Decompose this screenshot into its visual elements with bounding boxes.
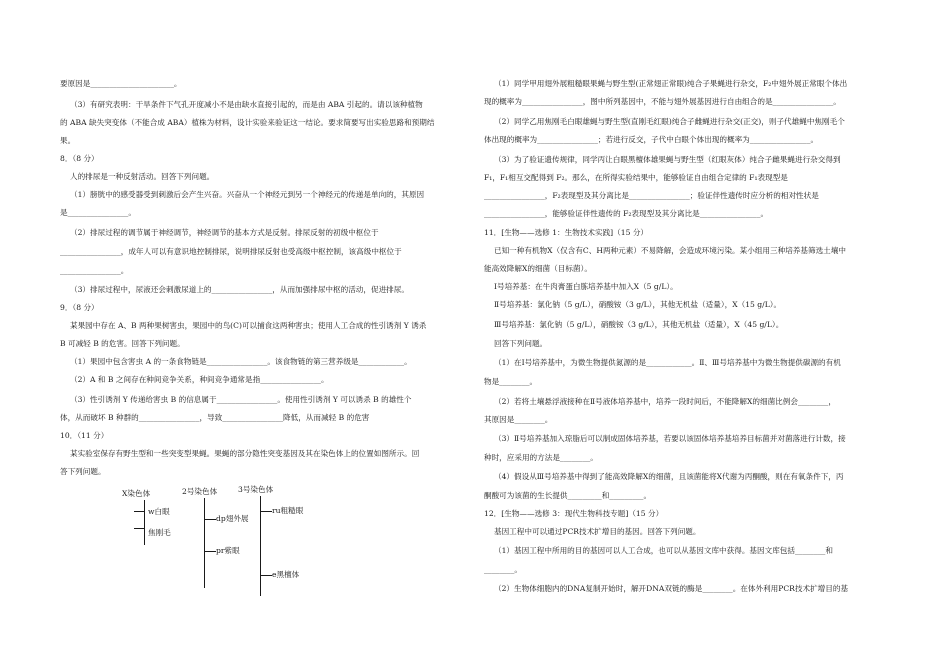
chromosome-2-line [204,498,205,588]
q7-2-answer-line: 要原因是______________________。 [60,79,182,88]
q11-intro-line-1: 已知一种有机物X（仅含有C、H两种元素）不易降解，会造成环境污染。某小组用三种培养基筛选土壤中 [494,246,846,255]
q11-4-line-1: （4）假设从Ⅲ号培养基中得到了能高效降解X的细菌，且该菌能将X代谢为丙酮酸，则在有氧条件下，丙 [494,472,844,481]
q8-1-line-1: （1）膀胱中的感受器受到刺激后会产生兴奋。兴奋从一个神经元到另一个神经元的传递是单向的，其原因 [70,190,425,199]
q8-header: 8．（8 分） [60,154,99,163]
q11-1-line-1: （1）在Ⅰ号培养基中，为微生物提供氮源的是____________。Ⅱ、Ⅲ号培养基中为微生物提供碳源的有机 [494,358,841,367]
x-chromosome-label: X染色体 [122,489,151,498]
dp-gene-tick [204,519,216,520]
gene-dp-dumpy-wing: dp翅外展 [216,514,249,523]
chromosome-diagram [120,487,320,602]
q10-header: 10．（11 分） [60,431,109,440]
q9-header: 9．（8 分） [60,303,99,312]
q10-intro-line-2: 答下列问题。 [60,467,106,476]
q11-header: 11．[生物——选修 1：生物技术实践]（15 分） [484,228,649,237]
q11-1-line-2: 物是________。 [484,377,538,386]
q9-2-line: （2）A 和 B 之间存在种间竞争关系，种间竞争通常是指________________。 [70,375,329,384]
q11-3-line-1: （3）Ⅱ号培养基加入琼脂后可以制成固体培养基，若要以该固体培养基培养目标菌并对菌落进行计数，接 [494,434,846,443]
q9-3-line-2: 体，从而破坏 B 种群的________________，导致________________降低，从而减轻 B 的危害 [60,413,370,422]
gene-pr-purple-eye: pr紫眼 [216,546,240,555]
q11-3-line-2: 种时，应采用的方法是________。 [484,453,598,462]
bristle-gene-tick [134,528,144,529]
medium-3: Ⅲ号培养基：氯化钠（5 g/L），硝酸铵（3 g/L），其他无机盐（适量），X（45 g/L）。 [494,320,784,329]
medium-1: Ⅰ号培养基：在牛肉膏蛋白胨培养基中加入X（5 g/L）。 [494,282,678,291]
q10-3-line-3: ________________，F₂表现型及其分离比是________________；验证伴性遗传时应分析的相对性状是 [484,191,819,200]
q10-2-line-2: 体出现的概率为________________；若进行反交，子代中白眼个体出现的概率为________________。 [484,135,819,144]
q10-1-line-1: （1）同学甲用翅外展粗糙眼果蝇与野生型(正常翅正常眼)纯合子果蝇进行杂交，F₂中翅外展正常眼个体出 [494,79,848,88]
q12-header: 12．[生物——选修 3：现代生物科技专题]（15 分） [484,509,664,518]
q10-3-line-1: （3）为了验证遗传规律，同学丙让白眼黑檀体雄果蝇与野生型（红眼灰体）纯合子雌果蝇进行杂交得到 [494,155,841,164]
q11-intro-line-2: 能高效降解X的细菌（目标菌）。 [484,264,592,273]
q8-2-line-3: ________________。 [60,266,129,275]
q7-3-text-line-3: 果。 [60,136,76,145]
q9-1-line: （1）果园中包含害虫 A 的一条食物链是________________。该食物链的第三营养级是____________。 [70,357,412,366]
q12-1-line-2: ________。 [484,565,522,574]
medium-2: Ⅱ号培养基：氯化钠（5 g/L），硝酸铵（3 g/L），其他无机盐（适量），X（15 g/L）。 [494,300,782,309]
q9-intro-line-2: B 可减轻 B 的危害。回答下列问题。 [60,339,185,348]
chromosome-3-label: 3号染色体 [238,485,274,494]
gene-singed-bristle: 焦刚毛 [148,528,171,537]
q8-2-line-1: （2）排尿过程的调节属于神经调节，神经调节的基本方式是反射。排尿反射的初级中枢位于 [70,228,379,237]
q12-1-line-1: （1）基因工程中所用的目的基因可以人工合成，也可以从基因文库中获得。基因文库包括________和 [494,546,833,555]
q9-intro-line-1: 某果园中存在 A、B 两种果树害虫，果园中的鸟(C)可以捕食这两种害虫；使用人工合成的性引诱剂 Y 诱杀 [70,321,427,330]
q11-2-line-1: （2）若将土壤悬浮液接种在Ⅱ号液体培养基中，培养一段时间后，不能降解X的细菌比例会________， [494,397,836,406]
ru-gene-tick [260,511,272,512]
q9-3-line-1: （3）性引诱剂 Y 传递给害虫 B 的信息属于________________。使用性引诱剂 Y 可以诱杀 B 的雄性个 [70,395,412,404]
pr-gene-tick [204,551,216,552]
q11-4-line-2: 酮酸可为该菌的生长提供_________和_________。 [484,491,652,500]
q10-intro-line-1: 某实验室保存有野生型和一些突变型果蝇。果蝇的部分隐性突变基因及其在染色体上的位置如图所示。回 [70,449,420,458]
w-gene-tick [134,511,144,512]
q10-3-line-4: ________________，能够验证伴性遗传的 F₂表现型及其分离比是________________。 [484,209,769,218]
q10-3-line-2: F₁，F₁相互交配得到 F₂。那么，在所得实验结果中，能够验证自由组合定律的 F₁表现型是 [484,173,788,182]
chromosome-2-label: 2号染色体 [182,487,218,496]
gene-ru-rough-eye: ru粗糙眼 [272,506,304,515]
gene-w-white-eye: w白眼 [148,507,170,516]
q11-2-line-2: 其原因是________。 [484,415,553,424]
q10-1-line-2: 现的概率为________________，图中所列基因中，不能与翅外展基因进行自由组合的是________________。 [484,97,841,106]
q8-3-line: （3）排尿过程中，尿液还会刺激尿道上的________________，从而加强排尿中枢的活动，促进排尿。 [70,285,409,294]
q12-intro: 基因工程中可以通过PCR技术扩增目的基因。回答下列问题。 [494,527,701,536]
q7-3-text-line-2: 的 ABA 缺失突变体（不能合成 ABA）植株为材料，设计实验来验证这一结论。要求简要写出实验思路和预期结 [60,118,435,127]
e-gene-tick [260,575,272,576]
q8-1-line-2: 是________________。 [60,208,136,217]
q10-2-line-1: （2）同学乙用焦刚毛白眼雄蝇与野生型(直刚毛红眼)纯合子雌蝇进行杂交(正交)，则子代雄蝇中焦刚毛个 [494,117,845,126]
gene-e-ebony-body: e黑檀体 [272,570,300,579]
q7-3-text-line-1: （3）有研究表明：干旱条件下气孔开度减小不是由缺水直接引起的，而是由 ABA 引起的。请以该种植物 [70,100,423,109]
q12-2-line-1: （2）生物体细胞内的DNA复制开始时，解开DNA双链的酶是________。在体外利用PCR技术扩增目的基 [494,584,849,593]
x-chromosome-line [144,500,145,545]
q11-prompt: 回答下列问题。 [494,339,548,348]
q8-intro: 人的排尿是一种反射活动。回答下列问题。 [70,172,215,181]
q8-2-line-2: ________________，成年人可以有意识地控制排尿，说明排尿反射也受高级中枢控制，该高级中枢位于 [60,247,402,256]
